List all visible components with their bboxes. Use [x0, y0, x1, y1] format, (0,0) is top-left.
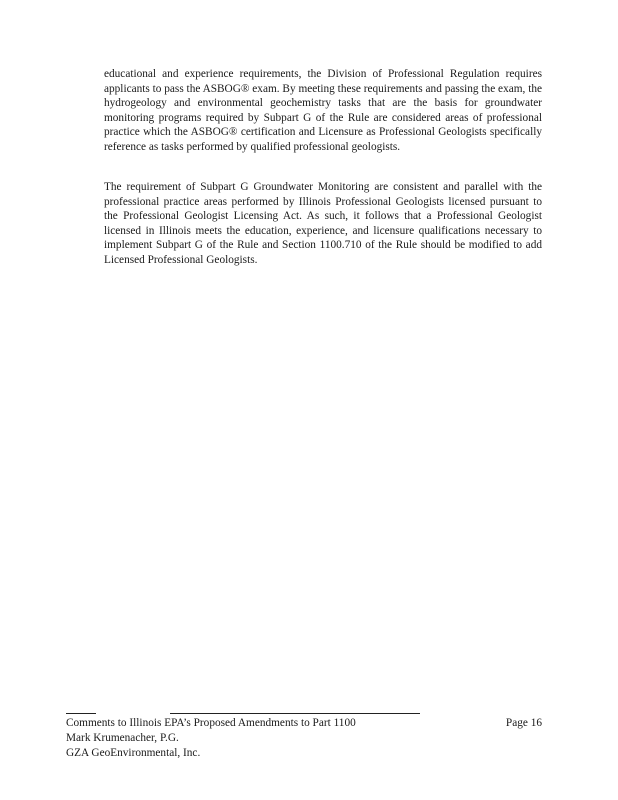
- page-number: Page 16: [505, 717, 542, 729]
- body-paragraph-2: The requirement of Subpart G Groundwater Monitoring are consistent and parallel with the professional practice areas performed by Illinois Professional Geologists licensed pursuant to the Professional Geologist Licensing Act. As such, it follows that a Professional Geologist licensed in Illinois meets the education, experience, and licensure qualifications necessary to implement Subpart G of the Rule and Section 1100.710 of the Rule should be modified to add Licensed Professional Geologists.: [104, 181, 542, 266]
- footer-title: Comments to Illinois EPA’s Proposed Amendments to Part 1100: [66, 717, 356, 729]
- footer-rule-long: [170, 713, 420, 714]
- footer-company: GZA GeoEnvironmental, Inc.: [66, 747, 201, 759]
- footer-rule-short: [66, 713, 96, 714]
- body-paragraph-1: educational and experience requirements, the Division of Professional Regulation requires applicants to pass the ASBOG® exam. By meeting these requirements and passing the exam, the hydrogeology and environmental geochemistry tasks that are the basis for groundwater monitoring programs required by Subpart G of the Rule are considered areas of professional practice which the ASBOG® certification and Licensure as Professional Geologists specifically reference as tasks performed by qualified professional geologists.: [104, 68, 542, 153]
- footer-author: Mark Krumenacher, P.G.: [66, 732, 179, 744]
